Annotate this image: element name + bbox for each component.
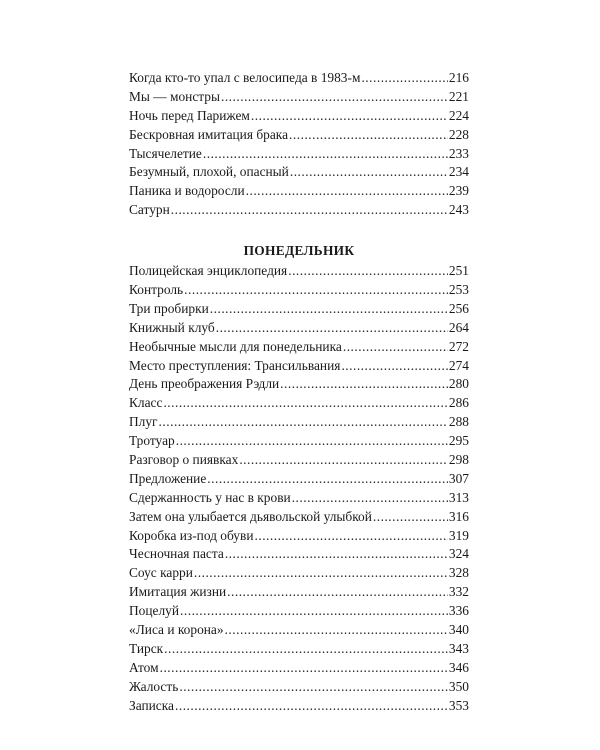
toc-entry-title: Безумный, плохой, опасный: [129, 164, 289, 180]
dot-leader: [179, 678, 448, 697]
toc-entry-title: Сдержанность у нас в крови: [129, 489, 291, 505]
dot-leader: [251, 107, 448, 126]
dot-leader: [341, 357, 447, 376]
toc-entry: [129, 281, 469, 300]
toc-entry-page: 272: [448, 338, 469, 354]
toc-entry: [129, 545, 469, 564]
toc-entry: [129, 489, 469, 508]
toc-entry: [129, 564, 469, 583]
dot-leader: [239, 451, 448, 470]
toc-entry: [129, 88, 469, 107]
toc-entry-page: 274: [448, 357, 469, 373]
dot-leader: [225, 545, 448, 564]
toc-entry-page: 340: [448, 622, 469, 638]
toc-entry-page: 251: [448, 263, 469, 279]
dot-leader: [163, 394, 447, 413]
toc-entry-title: Атом: [129, 659, 159, 675]
toc-entry-page: 256: [448, 300, 469, 316]
toc-entry-page: 280: [448, 376, 469, 392]
toc-entry: [129, 145, 469, 164]
toc-entry: [129, 375, 469, 394]
toc-entry-title: Плуг: [129, 414, 158, 430]
toc-entry-title: Класс: [129, 395, 163, 411]
dot-leader: [343, 338, 448, 357]
toc-entry: [129, 697, 469, 716]
toc-entry-title: День преображения Рэдли: [129, 376, 280, 392]
toc-entry-page: 316: [448, 508, 469, 524]
dot-leader: [289, 126, 448, 145]
dot-leader: [288, 262, 448, 281]
toc-entry-title: Сатурн: [129, 202, 170, 218]
toc-entry: [129, 163, 469, 182]
toc-entry-page: 239: [448, 183, 469, 199]
toc-entry-title: Тирск: [129, 640, 164, 656]
toc-entry: [129, 357, 469, 376]
toc-entry: [129, 451, 469, 470]
toc-entry-title: Записка: [129, 697, 174, 713]
toc-entry: [129, 640, 469, 659]
toc-entry: [129, 602, 469, 621]
toc-entry: [129, 621, 469, 640]
toc-entry: [129, 262, 469, 281]
toc-entry-page: 288: [448, 414, 469, 430]
toc-entry: [129, 583, 469, 602]
toc-entry-title: Необычные мысли для понедельника: [129, 338, 342, 354]
toc-entry-title: Соус карри: [129, 565, 193, 581]
toc-entry-page: 295: [448, 433, 469, 449]
toc-entry-title: Место преступления: Трансильвания: [129, 357, 341, 373]
toc-entry-title: Контроль: [129, 282, 184, 298]
toc-entry-page: 253: [448, 282, 469, 298]
toc-entry-title: «Лиса и корона»: [129, 622, 224, 638]
toc-entry-page: 264: [448, 319, 469, 335]
toc-entry: [129, 107, 469, 126]
table-of-contents: [129, 69, 469, 716]
toc-entry-page: 243: [448, 202, 469, 218]
toc-entry-title: Три пробирки: [129, 300, 209, 316]
dot-leader: [246, 182, 448, 201]
toc-entry: [129, 527, 469, 546]
toc-entry-title: Полицейская энциклопедия: [129, 263, 288, 279]
toc-entry-page: 343: [448, 640, 469, 656]
toc-entry: [129, 300, 469, 319]
dot-leader: [290, 163, 448, 182]
toc-entry-title: Паника и водоросли: [129, 183, 245, 199]
dot-leader: [180, 602, 448, 621]
toc-entry-title: Бескровная имитация брака: [129, 126, 289, 142]
toc-entry-title: Ночь перед Парижем: [129, 107, 250, 123]
toc-entry-page: 228: [448, 126, 469, 142]
toc-entry-page: 286: [448, 395, 469, 411]
toc-entry-page: 350: [448, 678, 469, 694]
dot-leader: [194, 564, 448, 583]
toc-entry-page: 319: [448, 527, 469, 543]
toc-entry-title: Когда кто-то упал с велосипеда в 1983-м: [129, 70, 361, 85]
dot-leader: [159, 413, 448, 432]
dot-leader: [373, 508, 448, 527]
dot-leader: [176, 432, 448, 451]
toc-entry-page: 353: [448, 697, 469, 713]
toc-entry-page: 298: [448, 452, 469, 468]
dot-leader: [160, 659, 448, 678]
toc-entry-title: Предложение: [129, 470, 207, 486]
toc-entry: [129, 508, 469, 527]
toc-entry: [129, 182, 469, 201]
toc-entry-title: Жалость: [129, 678, 179, 694]
toc-entry: [129, 678, 469, 697]
toc-entry: [129, 413, 469, 432]
toc-entry: [129, 319, 469, 338]
toc-entry-page: 328: [448, 565, 469, 581]
toc-entry-title: Поцелуй: [129, 603, 180, 619]
toc-entry-page: 224: [448, 107, 469, 123]
dot-leader: [184, 281, 448, 300]
dot-leader: [225, 621, 448, 640]
toc-entry-page: 346: [448, 659, 469, 675]
toc-entry: [129, 338, 469, 357]
section-heading: ПОНЕДЕЛЬНИК: [243, 243, 355, 259]
dot-leader: [175, 697, 448, 716]
toc-entry-title: Разговор о пиявках: [129, 452, 239, 468]
dot-leader: [203, 145, 448, 164]
toc-entry: [129, 432, 469, 451]
toc-entry-title: Тысячелетие: [129, 145, 202, 161]
toc-entry-title: Имитация жизни: [129, 584, 227, 600]
toc-entry: [129, 470, 469, 489]
dot-leader: [221, 88, 448, 107]
toc-entry-title: Чесночная паста: [129, 546, 224, 562]
toc-entry-page: 234: [448, 164, 469, 180]
toc-entry-page: 216: [448, 70, 469, 85]
toc-entry-page: 332: [448, 584, 469, 600]
toc-entry-title: Мы — монстры: [129, 88, 220, 104]
dot-leader: [280, 375, 448, 394]
toc-entry-page: 324: [448, 546, 469, 562]
dot-leader: [207, 470, 448, 489]
dot-leader: [361, 69, 447, 88]
toc-entry: [129, 69, 469, 88]
dot-leader: [227, 583, 448, 602]
dot-leader: [164, 640, 448, 659]
dot-leader: [171, 201, 448, 220]
toc-entry-page: 233: [448, 145, 469, 161]
dot-leader: [292, 489, 448, 508]
dot-leader: [210, 300, 448, 319]
toc-entry-title: Книжный клуб: [129, 319, 215, 335]
toc-entry-title: Коробка из-под обуви: [129, 527, 254, 543]
toc-entry-page: 313: [448, 489, 469, 505]
toc-entry: [129, 201, 469, 220]
toc-entry-page: 336: [448, 603, 469, 619]
toc-entry-title: Затем она улыбается дьявольской улыбкой: [129, 508, 372, 524]
dot-leader: [255, 527, 448, 546]
toc-entry-page: 221: [448, 88, 469, 104]
toc-entry: [129, 394, 469, 413]
toc-entry: [129, 126, 469, 145]
dot-leader: [216, 319, 448, 338]
toc-entry: [129, 659, 469, 678]
toc-entry-title: Тротуар: [129, 433, 175, 449]
toc-entry-page: 307: [448, 470, 469, 486]
